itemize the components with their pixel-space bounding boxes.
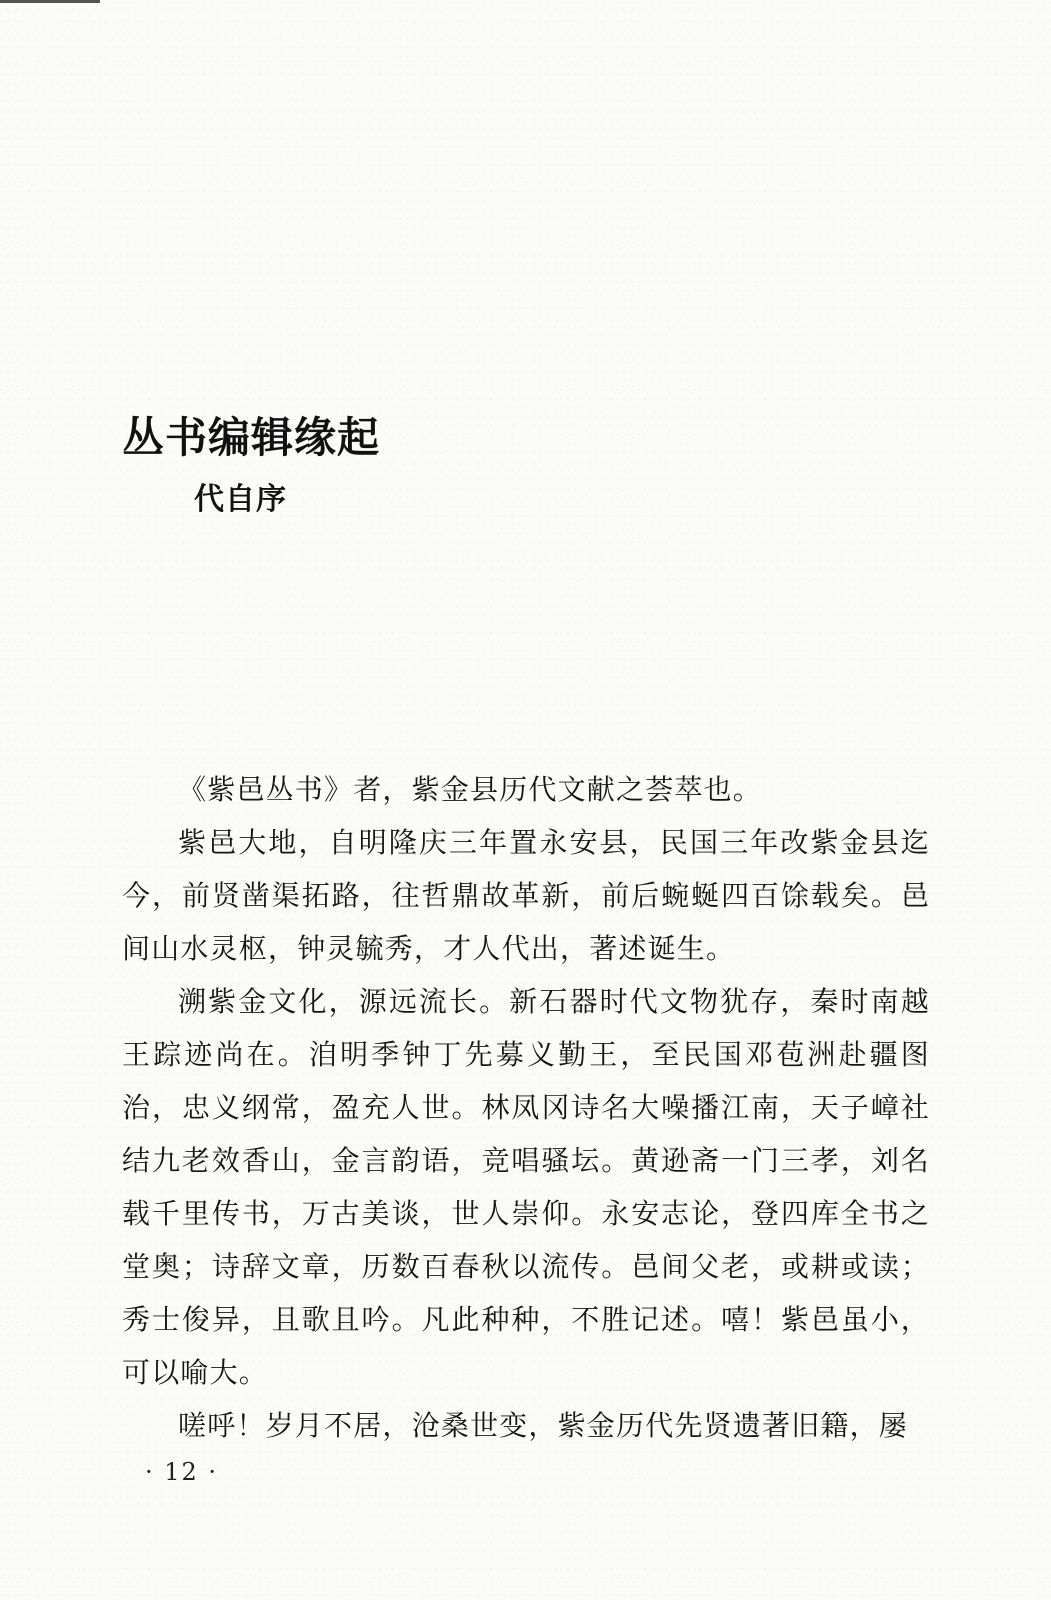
page-number: · 12 · <box>145 1458 219 1486</box>
title-block <box>122 412 380 520</box>
paragraph-2: 紫邑大地，自明隆庆三年置永安县，民国三年改紫金县迄今，前贤凿渠拓路，往哲鼎故革新，前后蜿蜒四百馀载矣。邑间山水灵枢，钟灵毓秀，才人代出，著述诞生。 <box>122 826 930 965</box>
body-text <box>122 763 930 1452</box>
chapter-subtitle: 代自序 <box>194 482 287 517</box>
paragraph-3: 溯紫金文化，源远流长。新石器时代文物犹存，秦时南越王踪迹尚在。洎明季钟丁先募义勤王，至民国邓苞洲赴疆图治，忠义纲常，盈充人世。林凤冈诗名大噪播江南，天子嶂社结九老效香山，金言韵语，竞唱骚坛。黄逊斋一门三孝，刘名载千里传书，万古美谈，世人崇仰。永安志论，登四库全书之堂奥；诗辞文章，历数百春秋以流传。邑间父老，或耕或读；秀士俊异，且歌且吟。凡此种种，不胜记述。嘻！紫邑虽小，可以喻大。 <box>122 985 930 1389</box>
top-rule <box>0 0 100 3</box>
paragraph-4: 嗟呼！岁月不居，沧桑世变，紫金历代先贤遗著旧籍，屡 <box>178 1409 909 1442</box>
chapter-title: 丛书编辑缘起 <box>122 413 381 462</box>
paragraph-1: 《紫邑丛书》者，紫金县历代文献之荟萃也。 <box>178 773 763 806</box>
